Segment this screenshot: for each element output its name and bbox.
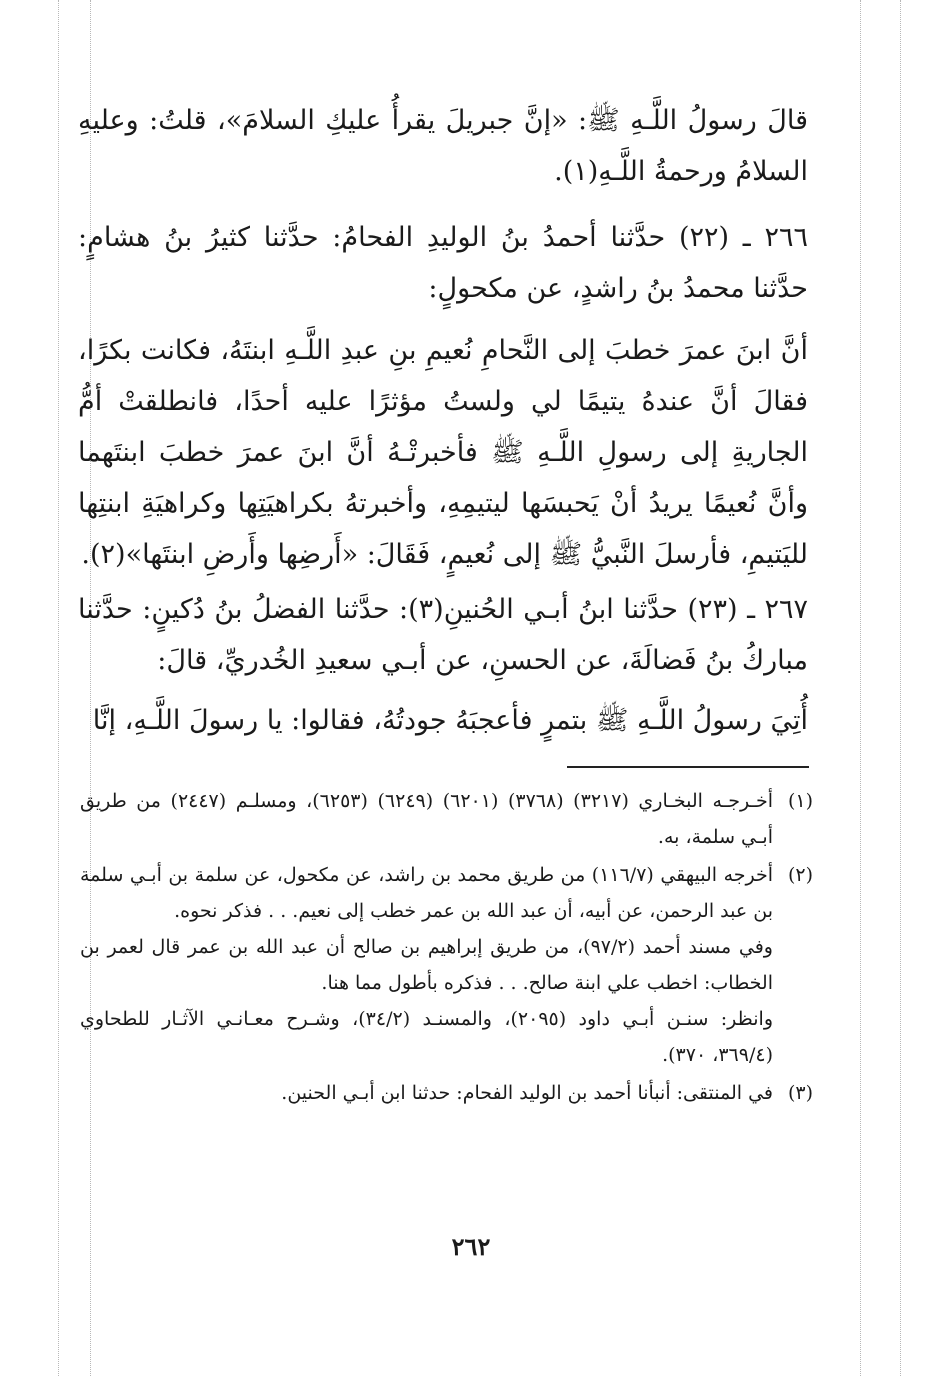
scan-artifact-line: [90, 0, 91, 1376]
main-text-paragraph: [78, 584, 808, 686]
footnote-number: (٣): [787, 1082, 813, 1104]
main-text-paragraph: [78, 695, 808, 746]
main-text-paragraph: [78, 95, 808, 197]
scan-artifact-line: [900, 0, 901, 1376]
page-number: ٢٦٢: [451, 1232, 491, 1261]
hadith-267-chain: ٢٦٧ ـ (٢٣) حدَّثنا ابنُ أبـي الحُنينِ(٣): حدَّثنا الفضلُ بنُ دُكينٍ: حدَّثنا مباركُ بنُ فَضالَةَ، عن الحسنِ، عن أبـي سعيدِ الخُدريِّ، قالَ:: [78, 594, 808, 676]
hadith-266-text: أنَّ ابنَ عمرَ خطبَ إلى النَّحامِ نُعيمِ بنِ عبدِ اللَّـهِ ابنتَهُ، فكانت بكرًا، فقالَ أنَّ عندهُ يتيمًا لي ولستُ مؤثرًا عليه أحدًا، فانطلقتْ أمُّ الجاريةِ إلى رسولِ اللَّـهِ ﷺ فأخبرتْـهُ أنَّ ابنَ عمرَ خطبَ ابنتَهما وأنَّ نُعيمًا يريدُ أنْ يَحبسَها ليتيمِهِ، وأخبرتهُ بكراهيَتِها وكراهيَةِ ابنتِها لليَتيمِ، فأرسلَ النَّبيُّ ﷺ إلى نُعيمٍ، فَقَالَ: «أَرضِها وأَرضِ ابنتَها»(٢).: [78, 335, 808, 570]
hadith-266-chain: ٢٦٦ ـ (٢٢) حدَّثنا أحمدُ بنُ الوليدِ الفحامُ: حدَّثنا كثيرُ بنُ هشامٍ: حدَّثنا محمدُ بنُ راشدٍ، عن مكحولٍ:: [78, 222, 808, 304]
footnote-3: [80, 1075, 813, 1111]
hadith-267-text: أُتِيَ رسولُ اللَّـهِ ﷺ بتمرٍ فأعجبَهُ جودتُهُ، فقالوا: يا رسولَ اللَّـهِ، إنَّا: [92, 705, 808, 736]
footnote-separator: [567, 766, 809, 768]
main-text-paragraph: [78, 325, 808, 580]
scan-artifact-line: [58, 0, 59, 1376]
footnotes: [80, 783, 813, 1113]
footnote-2: [80, 857, 813, 1073]
footnote-1: [80, 783, 813, 855]
scan-artifact-line: [860, 0, 861, 1376]
footnote-line: أخـرجـه البخـاري (٣٢١٧) (٣٧٦٨) (٦٢٠١) (٦٢٤٩) (٦٢٥٣)، ومسلـم (٢٤٤٧) من طريق أبـي سلمة، به.: [80, 790, 774, 848]
footnote-line: أخرجه البيهقي (١١٦/٧) من طريق محمد بن راشد، عن مكحول، عن سلمة بن أبـي سلمة بن عبد الرحمن، عن أبيه، أن عبد الله بن عمر خطب إلى نعيم. . . فذكر نحوه.: [80, 864, 774, 922]
footnote-line: وانظر: سنـن أبـي داود (٢٠٩٥)، والمسنـد (٣٤/٢)، وشـرح معـانـي الآثـار للطحاوي (٣٦٩/٤، ٣٧٠).: [80, 1008, 773, 1066]
paragraph-1: قالَ رسولُ اللَّـهِ ﷺ: «إنَّ جبريلَ يقرأُ عليكِ السلامَ»، قلتُ: وعليهِ السلامُ ورحمةُ اللَّـهِ(١).: [78, 105, 808, 187]
footnote-line: وفي مسند أحمد (٩٧/٢)، من طريق إبراهيم بن صالح أن عبد الله بن عمر قال لعمر بن الخطاب: اخطب علي ابنة صالح. . . فذكره بأطول مما هنا.: [80, 936, 773, 994]
footnote-number: (١): [787, 790, 813, 812]
footnote-number: (٢): [787, 864, 813, 886]
main-text-paragraph: [78, 212, 808, 314]
footnote-line: في المنتقى: أنبأنا أحمد بن الوليد الفحام: حدثنا ابن أبـي الحنين.: [281, 1082, 773, 1104]
